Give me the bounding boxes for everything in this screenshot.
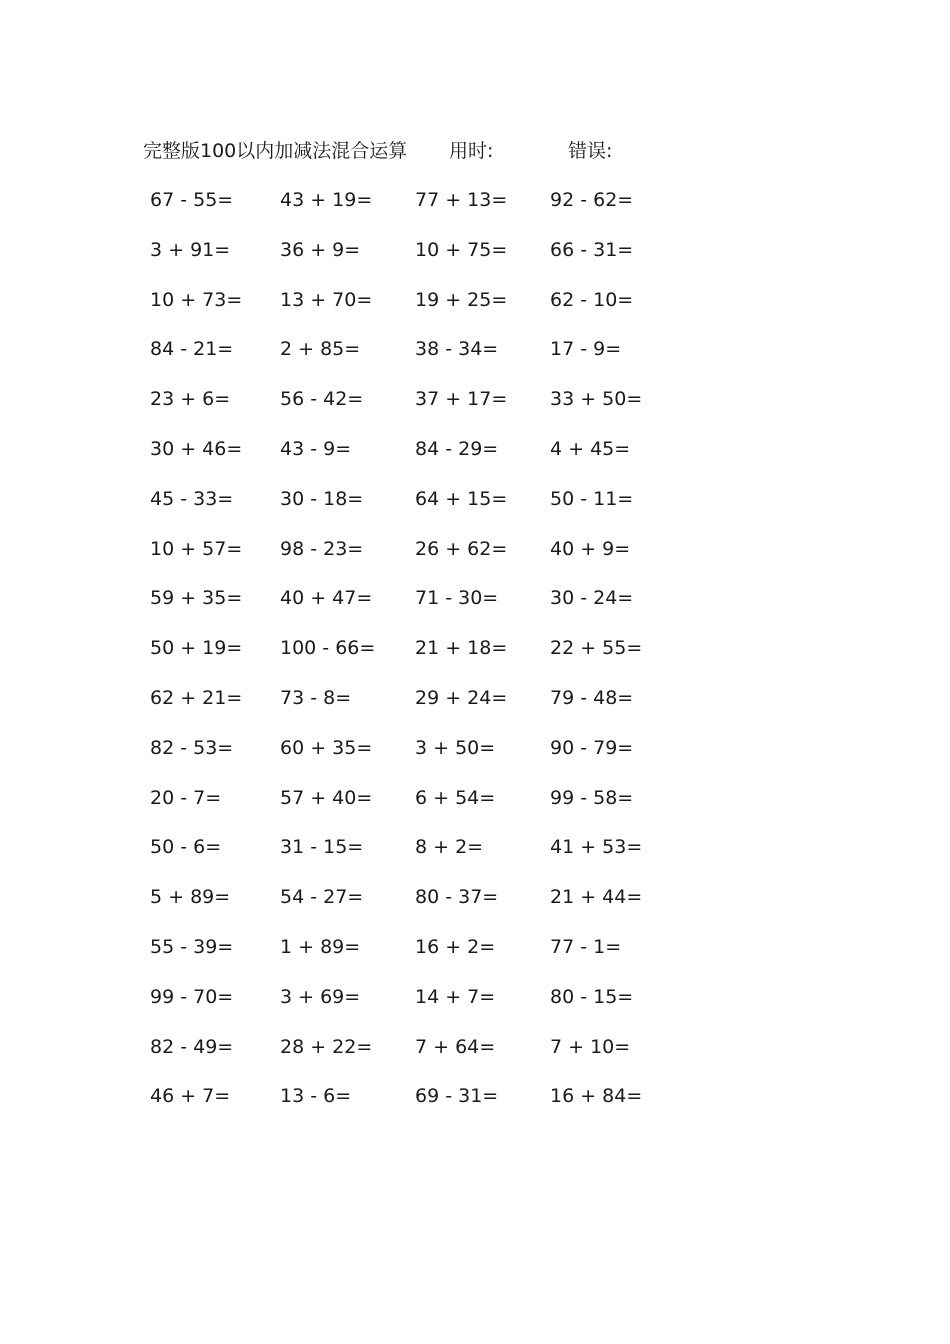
math-problem: 2 + 85=: [280, 338, 361, 361]
math-problem: 16 + 84=: [550, 1085, 643, 1108]
math-problem: 50 - 6=: [150, 836, 222, 859]
math-problem: 19 + 25=: [415, 288, 508, 311]
math-problem: 16 + 2=: [415, 935, 496, 958]
math-problem: 80 - 37=: [415, 886, 499, 909]
math-problem: 28 + 22=: [280, 1035, 373, 1058]
problem-row: [150, 832, 670, 882]
worksheet-title: 完整版100以内加减法混合运算: [143, 140, 408, 162]
math-problem: 3 + 69=: [280, 985, 361, 1008]
math-problem: 6 + 54=: [415, 786, 496, 809]
math-problem: 43 + 19=: [280, 189, 373, 211]
math-problem: 21 + 18=: [415, 637, 508, 660]
math-problem: 67 - 55=: [150, 189, 234, 211]
math-problem: 3 + 50=: [415, 736, 496, 759]
math-problem: 33 + 50=: [550, 388, 643, 411]
math-problem: 7 + 10=: [550, 1035, 631, 1058]
math-problem: 30 + 46=: [150, 437, 243, 460]
math-problem: 40 + 9=: [550, 537, 631, 560]
problem-row: [150, 235, 670, 285]
problem-grid: [150, 185, 670, 1131]
math-problem: 23 + 6=: [150, 388, 231, 411]
math-problem: 66 - 31=: [550, 238, 634, 261]
problem-row: [150, 633, 670, 683]
math-problem: 30 - 18=: [280, 487, 364, 510]
problem-row: [150, 185, 670, 235]
math-problem: 13 - 6=: [280, 1085, 352, 1108]
math-problem: 69 - 31=: [415, 1085, 499, 1108]
problem-row: [150, 1032, 670, 1082]
problem-row: [150, 1081, 670, 1131]
problem-row: [150, 932, 670, 982]
math-problem: 64 + 15=: [415, 487, 508, 510]
math-problem: 4 + 45=: [550, 437, 631, 460]
math-problem: 36 + 9=: [280, 238, 361, 261]
math-problem: 3 + 91=: [150, 238, 231, 261]
math-problem: 13 + 70=: [280, 288, 373, 311]
math-problem: 59 + 35=: [150, 587, 243, 610]
math-problem: 99 - 70=: [150, 985, 234, 1008]
math-problem: 73 - 8=: [280, 686, 352, 709]
math-problem: 45 - 33=: [150, 487, 234, 510]
problem-row: [150, 285, 670, 335]
problem-row: [150, 583, 670, 633]
math-problem: 57 + 40=: [280, 786, 373, 809]
math-problem: 56 - 42=: [280, 388, 364, 411]
math-problem: 29 + 24=: [415, 686, 508, 709]
math-problem: 84 - 21=: [150, 338, 234, 361]
math-problem: 60 + 35=: [280, 736, 373, 759]
math-problem: 46 + 7=: [150, 1085, 231, 1108]
math-problem: 80 - 15=: [550, 985, 634, 1008]
math-problem: 43 - 9=: [280, 437, 352, 460]
math-problem: 10 + 57=: [150, 537, 243, 560]
errors-label: 错误:: [568, 140, 613, 162]
math-problem: 99 - 58=: [550, 786, 634, 809]
time-used-label: 用时:: [449, 140, 494, 162]
math-problem: 38 - 34=: [415, 338, 499, 361]
math-problem: 62 + 21=: [150, 686, 243, 709]
problem-row: [150, 384, 670, 434]
math-problem: 40 + 47=: [280, 587, 373, 610]
problem-row: [150, 683, 670, 733]
math-problem: 10 + 73=: [150, 288, 243, 311]
math-problem: 10 + 75=: [415, 238, 508, 261]
problem-row: [150, 783, 670, 833]
math-problem: 37 + 17=: [415, 388, 508, 411]
math-problem: 62 - 10=: [550, 288, 634, 311]
math-problem: 79 - 48=: [550, 686, 634, 709]
math-problem: 41 + 53=: [550, 836, 643, 859]
worksheet-header: [143, 136, 663, 166]
math-problem: 82 - 53=: [150, 736, 234, 759]
math-problem: 71 - 30=: [415, 587, 499, 610]
math-problem: 54 - 27=: [280, 886, 364, 909]
math-problem: 31 - 15=: [280, 836, 364, 859]
math-problem: 100 - 66=: [280, 637, 376, 660]
math-problem: 50 - 11=: [550, 487, 634, 510]
math-problem: 8 + 2=: [415, 836, 484, 859]
math-problem: 1 + 89=: [280, 935, 361, 958]
math-problem: 30 - 24=: [550, 587, 634, 610]
math-problem: 98 - 23=: [280, 537, 364, 560]
math-problem: 5 + 89=: [150, 886, 231, 909]
problem-row: [150, 733, 670, 783]
math-problem: 7 + 64=: [415, 1035, 496, 1058]
math-problem: 77 + 13=: [415, 189, 508, 211]
problem-row: [150, 434, 670, 484]
problem-row: [150, 882, 670, 932]
math-problem: 55 - 39=: [150, 935, 234, 958]
math-problem: 26 + 62=: [415, 537, 508, 560]
problem-row: [150, 982, 670, 1032]
math-problem: 77 - 1=: [550, 935, 622, 958]
math-problem: 90 - 79=: [550, 736, 634, 759]
math-problem: 22 + 55=: [550, 637, 643, 660]
problem-row: [150, 484, 670, 534]
math-problem: 50 + 19=: [150, 637, 243, 660]
math-problem: 17 - 9=: [550, 338, 622, 361]
problem-row: [150, 534, 670, 584]
math-problem: 82 - 49=: [150, 1035, 234, 1058]
math-problem: 92 - 62=: [550, 189, 634, 211]
problem-row: [150, 334, 670, 384]
math-problem: 84 - 29=: [415, 437, 499, 460]
math-problem: 21 + 44=: [550, 886, 643, 909]
math-problem: 20 - 7=: [150, 786, 222, 809]
math-problem: 14 + 7=: [415, 985, 496, 1008]
